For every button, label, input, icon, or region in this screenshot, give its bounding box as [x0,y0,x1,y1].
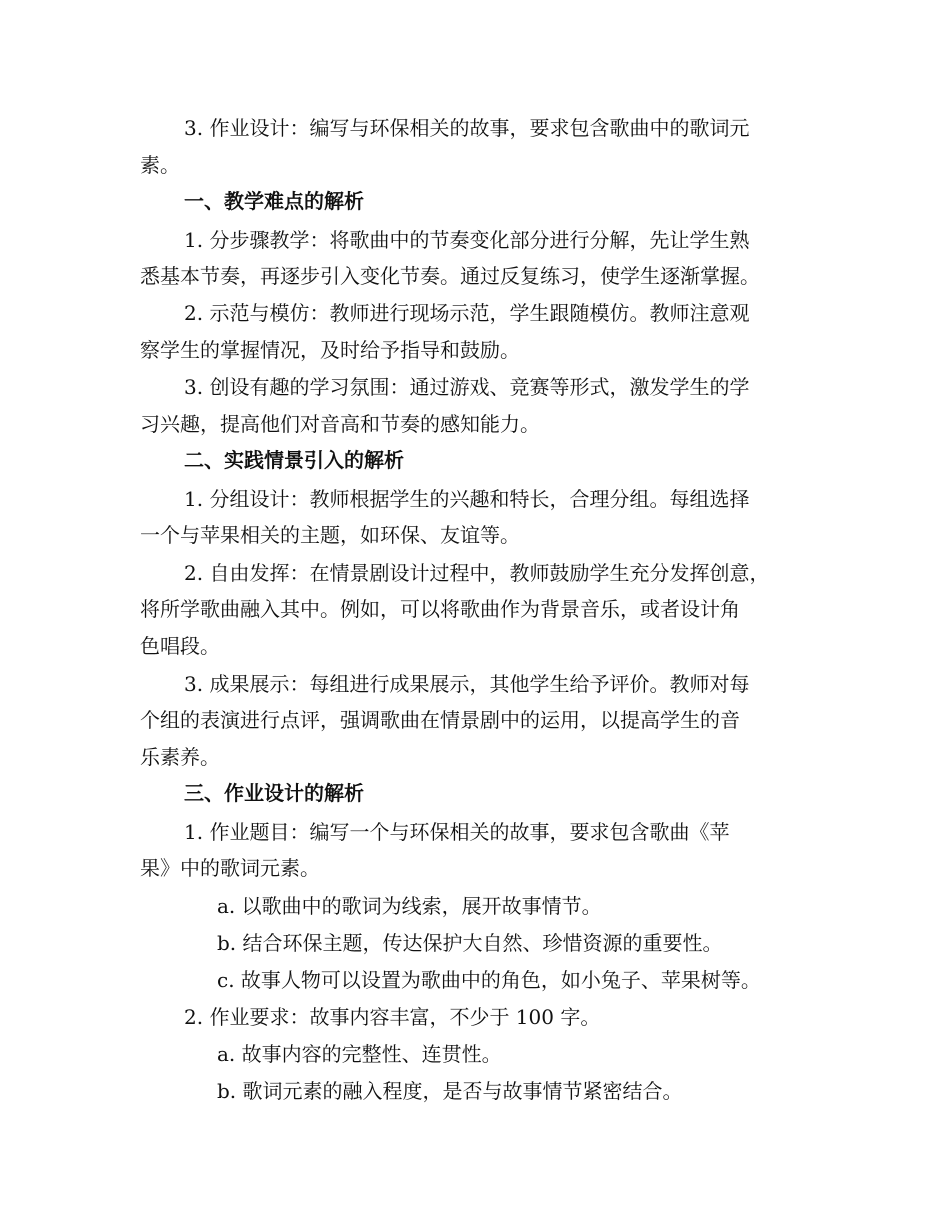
paragraph-line: 3. 作业设计：编写与环保相关的故事，要求包含歌曲中的歌词元 [184,116,750,140]
list-item: b. 结合环保主题，传达保护大自然、珍惜资源的重要性。 [217,931,723,955]
section-heading: 二、实践情景引入的解析 [184,448,404,472]
paragraph-line: 1. 作业题目：编写一个与环保相关的故事，要求包含歌曲《苹 [184,820,730,844]
paragraph-line: 2. 示范与模仿：教师进行现场示范，学生跟随模仿。教师注意观 [184,301,750,325]
paragraph-line: 习兴趣，提高他们对音高和节奏的感知能力。 [140,412,540,436]
list-item: a. 故事内容的完整性、连贯性。 [217,1042,502,1066]
paragraph-line: 素。 [140,153,180,177]
paragraph-line: 个组的表演进行点评，强调歌曲在情景剧中的运用，以提高学生的音 [140,708,740,732]
list-item: a. 以歌曲中的歌词为线索，展开故事情节。 [217,894,602,918]
list-item: b. 歌词元素的融入程度，是否与故事情节紧密结合。 [217,1079,683,1103]
paragraph-line: 1. 分组设计：教师根据学生的兴趣和特长，合理分组。每组选择 [184,487,750,511]
paragraph-line: 一个与苹果相关的主题，如环保、友谊等。 [140,523,520,547]
paragraph-line: 1. 分步骤教学：将歌曲中的节奏变化部分进行分解，先让学生熟 [184,228,750,252]
section-heading: 一、教学难点的解析 [184,189,364,213]
paragraph-line: 乐素养。 [140,745,220,769]
section-heading: 三、作业设计的解析 [184,781,364,805]
paragraph-line: 2. 作业要求：故事内容丰富，不少于 100 字。 [184,1005,601,1029]
paragraph-line: 察学生的掌握情况，及时给予指导和鼓励。 [140,338,520,362]
paragraph-line: 2. 自由发挥：在情景剧设计过程中，教师鼓励学生充分发挥创意， [184,561,770,585]
paragraph-line: 色唱段。 [140,634,220,658]
paragraph-line: 果》中的歌词元素。 [140,856,320,880]
paragraph-line: 3. 成果展示：每组进行成果展示，其他学生给予评价。教师对每 [184,672,750,696]
list-item: c. 故事人物可以设置为歌曲中的角色，如小兔子、苹果树等。 [217,968,761,992]
paragraph-line: 将所学歌曲融入其中。例如，可以将歌曲作为背景音乐，或者设计角 [140,597,740,621]
paragraph-line: 悉基本节奏，再逐步引入变化节奏。通过反复练习，使学生逐渐掌握。 [140,264,760,288]
paragraph-line: 3. 创设有趣的学习氛围：通过游戏、竞赛等形式，激发学生的学 [184,375,750,399]
